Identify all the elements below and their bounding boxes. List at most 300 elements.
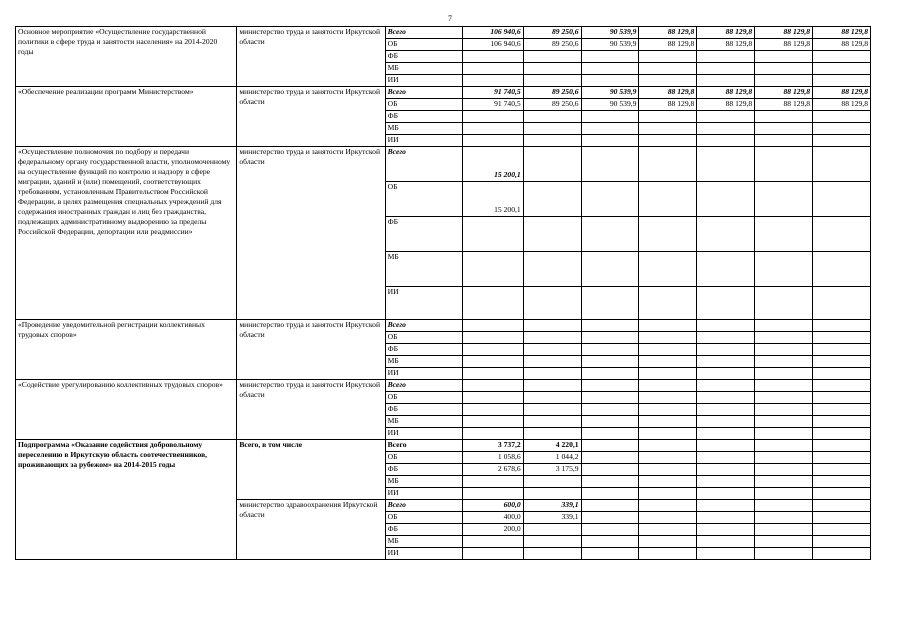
- amount-cell: [639, 287, 697, 320]
- amount-cell: [639, 135, 697, 147]
- amount-cell: [581, 75, 639, 87]
- amount-cell: [697, 452, 755, 464]
- amount-cell: [581, 332, 639, 344]
- amount-cell: [523, 536, 581, 548]
- source-label: ИИ: [385, 75, 462, 87]
- source-label: ФБ: [385, 344, 462, 356]
- amount-cell: [462, 428, 523, 440]
- source-label: МБ: [385, 252, 462, 287]
- amount-cell: [581, 488, 639, 500]
- amount-cell: [639, 356, 697, 368]
- amount-cell: [462, 320, 523, 332]
- amount-cell: [755, 380, 813, 392]
- page-number: 7: [448, 14, 452, 23]
- amount-cell: [523, 392, 581, 404]
- amount-cell: [639, 63, 697, 75]
- source-label: ОБ: [385, 182, 462, 217]
- amount-cell: 88 129,8: [697, 87, 755, 99]
- source-label: МБ: [385, 123, 462, 135]
- amount-cell: [462, 217, 523, 252]
- amount-cell: [813, 147, 871, 182]
- amount-cell: [462, 75, 523, 87]
- source-label: МБ: [385, 536, 462, 548]
- amount-cell: [755, 252, 813, 287]
- source-label: ОБ: [385, 392, 462, 404]
- source-label: ОБ: [385, 332, 462, 344]
- amount-cell: 15 200,1: [462, 147, 523, 182]
- amount-cell: [813, 287, 871, 320]
- amount-cell: [462, 380, 523, 392]
- activity-name: «Обеспечение реализации программ Министерством»: [16, 87, 237, 147]
- amount-cell: [755, 287, 813, 320]
- amount-cell: 106 940,6: [462, 27, 523, 39]
- amount-cell: [523, 548, 581, 560]
- amount-cell: 88 129,8: [639, 99, 697, 111]
- amount-cell: 88 129,8: [639, 27, 697, 39]
- amount-cell: [813, 488, 871, 500]
- amount-cell: 200,0: [462, 524, 523, 536]
- amount-cell: [697, 524, 755, 536]
- amount-cell: 88 129,8: [697, 99, 755, 111]
- amount-cell: 89 250,6: [523, 99, 581, 111]
- amount-cell: [697, 428, 755, 440]
- amount-cell: [813, 182, 871, 217]
- amount-cell: 106 940,6: [462, 39, 523, 51]
- amount-cell: 1 044,2: [523, 452, 581, 464]
- amount-cell: [462, 51, 523, 63]
- amount-cell: [813, 392, 871, 404]
- executor-name: министерство труда и занятости Иркутской области: [237, 87, 385, 147]
- amount-cell: [813, 476, 871, 488]
- amount-cell: 90 539,9: [581, 39, 639, 51]
- amount-cell: [639, 51, 697, 63]
- amount-cell: [813, 500, 871, 512]
- amount-cell: [523, 63, 581, 75]
- amount-cell: [581, 182, 639, 217]
- source-label: ОБ: [385, 452, 462, 464]
- amount-cell: [813, 135, 871, 147]
- amount-cell: [581, 111, 639, 123]
- amount-cell: [755, 320, 813, 332]
- amount-cell: [813, 217, 871, 252]
- amount-cell: [523, 182, 581, 217]
- amount-cell: [813, 416, 871, 428]
- source-label: МБ: [385, 63, 462, 75]
- amount-cell: [755, 392, 813, 404]
- table-row: [16, 87, 871, 99]
- amount-cell: [697, 476, 755, 488]
- amount-cell: [755, 536, 813, 548]
- amount-cell: [639, 147, 697, 182]
- amount-cell: [697, 63, 755, 75]
- amount-cell: [581, 512, 639, 524]
- amount-cell: [523, 368, 581, 380]
- amount-cell: [755, 524, 813, 536]
- amount-cell: 339,1: [523, 500, 581, 512]
- amount-cell: 89 250,6: [523, 87, 581, 99]
- amount-cell: 3 737,2: [462, 440, 523, 452]
- amount-cell: [813, 404, 871, 416]
- source-label: Всего: [385, 27, 462, 39]
- amount-cell: [755, 368, 813, 380]
- amount-cell: [523, 380, 581, 392]
- amount-cell: 88 129,8: [813, 99, 871, 111]
- amount-cell: [639, 217, 697, 252]
- amount-cell: [581, 476, 639, 488]
- amount-cell: [755, 404, 813, 416]
- amount-cell: [462, 392, 523, 404]
- amount-cell: [639, 404, 697, 416]
- amount-cell: [639, 440, 697, 452]
- amount-cell: [813, 252, 871, 287]
- source-label: ИИ: [385, 548, 462, 560]
- amount-cell: 88 129,8: [813, 87, 871, 99]
- table-row: [16, 380, 871, 392]
- amount-cell: [581, 380, 639, 392]
- amount-cell: [639, 452, 697, 464]
- amount-cell: [813, 524, 871, 536]
- amount-cell: [813, 440, 871, 452]
- amount-cell: 400,0: [462, 512, 523, 524]
- amount-cell: [813, 368, 871, 380]
- amount-cell: [639, 344, 697, 356]
- amount-cell: [639, 123, 697, 135]
- amount-cell: 3 175,9: [523, 464, 581, 476]
- amount-cell: [813, 75, 871, 87]
- amount-cell: [581, 217, 639, 252]
- amount-cell: 89 250,6: [523, 39, 581, 51]
- amount-cell: [813, 380, 871, 392]
- amount-cell: [462, 252, 523, 287]
- source-label: ФБ: [385, 524, 462, 536]
- amount-cell: 1 058,6: [462, 452, 523, 464]
- amount-cell: [755, 332, 813, 344]
- amount-cell: [462, 63, 523, 75]
- amount-cell: [813, 356, 871, 368]
- amount-cell: [523, 320, 581, 332]
- amount-cell: 88 129,8: [697, 39, 755, 51]
- source-label: ИИ: [385, 488, 462, 500]
- source-label: ИИ: [385, 135, 462, 147]
- amount-cell: [813, 123, 871, 135]
- table-row: [16, 27, 871, 39]
- amount-cell: [639, 320, 697, 332]
- amount-cell: [755, 63, 813, 75]
- executor-name: министерство труда и занятости Иркутской области: [237, 320, 385, 380]
- amount-cell: [639, 512, 697, 524]
- activity-name: «Содействие урегулированию коллективных трудовых споров»: [16, 380, 237, 440]
- budget-table: [15, 26, 871, 560]
- amount-cell: 88 129,8: [755, 39, 813, 51]
- amount-cell: [581, 500, 639, 512]
- amount-cell: [755, 452, 813, 464]
- amount-cell: [462, 332, 523, 344]
- amount-cell: [581, 147, 639, 182]
- amount-cell: [697, 252, 755, 287]
- amount-cell: [697, 536, 755, 548]
- amount-cell: [523, 344, 581, 356]
- amount-cell: 91 740,5: [462, 99, 523, 111]
- amount-cell: [462, 368, 523, 380]
- source-label: ОБ: [385, 99, 462, 111]
- amount-cell: [523, 488, 581, 500]
- source-label: Всего: [385, 147, 462, 182]
- amount-cell: [755, 123, 813, 135]
- amount-cell: [813, 320, 871, 332]
- amount-cell: [697, 147, 755, 182]
- amount-cell: [462, 123, 523, 135]
- amount-cell: [697, 135, 755, 147]
- amount-cell: [581, 440, 639, 452]
- amount-cell: [639, 536, 697, 548]
- amount-cell: [697, 332, 755, 344]
- amount-cell: [813, 512, 871, 524]
- amount-cell: [813, 548, 871, 560]
- amount-cell: [581, 63, 639, 75]
- amount-cell: [581, 536, 639, 548]
- amount-cell: [755, 217, 813, 252]
- table-row: [16, 440, 871, 452]
- amount-cell: [697, 344, 755, 356]
- amount-cell: [697, 512, 755, 524]
- amount-cell: [697, 287, 755, 320]
- amount-cell: [755, 440, 813, 452]
- amount-cell: [581, 252, 639, 287]
- amount-cell: [755, 135, 813, 147]
- source-label: ФБ: [385, 464, 462, 476]
- amount-cell: [813, 111, 871, 123]
- amount-cell: [581, 287, 639, 320]
- source-label: ОБ: [385, 39, 462, 51]
- amount-cell: [697, 488, 755, 500]
- amount-cell: [697, 500, 755, 512]
- amount-cell: [697, 392, 755, 404]
- amount-cell: [639, 252, 697, 287]
- amount-cell: [813, 428, 871, 440]
- amount-cell: [581, 135, 639, 147]
- amount-cell: [462, 488, 523, 500]
- amount-cell: [581, 404, 639, 416]
- amount-cell: [639, 488, 697, 500]
- amount-cell: [697, 368, 755, 380]
- source-label: ИИ: [385, 428, 462, 440]
- amount-cell: 4 220,1: [523, 440, 581, 452]
- amount-cell: [462, 356, 523, 368]
- amount-cell: [581, 464, 639, 476]
- source-label: Всего: [385, 380, 462, 392]
- amount-cell: [639, 75, 697, 87]
- amount-cell: 90 539,9: [581, 87, 639, 99]
- amount-cell: [523, 217, 581, 252]
- executor-name: министерство труда и занятости Иркутской области: [237, 27, 385, 87]
- amount-cell: [755, 356, 813, 368]
- amount-cell: [639, 548, 697, 560]
- table-row: [16, 320, 871, 332]
- amount-cell: 88 129,8: [755, 87, 813, 99]
- table-row: [16, 147, 871, 182]
- amount-cell: [462, 111, 523, 123]
- amount-cell: [697, 182, 755, 217]
- amount-cell: 600,0: [462, 500, 523, 512]
- amount-cell: [462, 135, 523, 147]
- activity-name: Основное мероприятие «Осуществление государственной политики в сфере труда и занятости населения» на 2014-2020 годы: [16, 27, 237, 87]
- amount-cell: 88 129,8: [697, 27, 755, 39]
- amount-cell: [639, 368, 697, 380]
- amount-cell: 88 129,8: [639, 39, 697, 51]
- amount-cell: [755, 488, 813, 500]
- amount-cell: [581, 548, 639, 560]
- source-label: ФБ: [385, 111, 462, 123]
- amount-cell: [755, 512, 813, 524]
- amount-cell: 88 129,8: [755, 99, 813, 111]
- amount-cell: [813, 332, 871, 344]
- amount-cell: [581, 51, 639, 63]
- amount-cell: [581, 428, 639, 440]
- amount-cell: 2 678,6: [462, 464, 523, 476]
- amount-cell: [523, 287, 581, 320]
- amount-cell: [697, 217, 755, 252]
- amount-cell: [813, 464, 871, 476]
- executor-total: Всего, в том числе: [237, 440, 385, 500]
- amount-cell: [462, 416, 523, 428]
- source-label: ФБ: [385, 217, 462, 252]
- amount-cell: [755, 75, 813, 87]
- amount-cell: 90 539,9: [581, 27, 639, 39]
- amount-cell: 89 250,6: [523, 27, 581, 39]
- amount-cell: [462, 536, 523, 548]
- amount-cell: [813, 63, 871, 75]
- amount-cell: [639, 332, 697, 344]
- amount-cell: [581, 123, 639, 135]
- amount-cell: [523, 123, 581, 135]
- amount-cell: [523, 428, 581, 440]
- amount-cell: [697, 123, 755, 135]
- source-label: ОБ: [385, 512, 462, 524]
- amount-cell: [697, 440, 755, 452]
- amount-cell: [581, 452, 639, 464]
- amount-cell: [697, 75, 755, 87]
- amount-cell: [581, 524, 639, 536]
- amount-cell: [813, 344, 871, 356]
- amount-cell: 88 129,8: [813, 39, 871, 51]
- amount-cell: [523, 51, 581, 63]
- source-label: ФБ: [385, 51, 462, 63]
- amount-cell: [697, 111, 755, 123]
- amount-cell: [755, 147, 813, 182]
- amount-cell: 88 129,8: [639, 87, 697, 99]
- amount-cell: [697, 548, 755, 560]
- amount-cell: 91 740,5: [462, 87, 523, 99]
- activity-name: «Проведение уведомительной регистрации коллективных трудовых споров»: [16, 320, 237, 380]
- amount-cell: [523, 252, 581, 287]
- amount-cell: 339,1: [523, 512, 581, 524]
- amount-cell: 15 200,1: [462, 182, 523, 217]
- amount-cell: [581, 344, 639, 356]
- amount-cell: [639, 392, 697, 404]
- amount-cell: [523, 416, 581, 428]
- amount-cell: [462, 344, 523, 356]
- amount-cell: 88 129,8: [813, 27, 871, 39]
- source-label: Всего: [385, 87, 462, 99]
- amount-cell: [755, 548, 813, 560]
- amount-cell: [462, 287, 523, 320]
- amount-cell: [581, 368, 639, 380]
- amount-cell: [639, 182, 697, 217]
- amount-cell: [639, 380, 697, 392]
- amount-cell: [523, 524, 581, 536]
- amount-cell: [462, 476, 523, 488]
- executor-name: министерство труда и занятости Иркутской области: [237, 147, 385, 320]
- amount-cell: [813, 51, 871, 63]
- amount-cell: [523, 356, 581, 368]
- amount-cell: [581, 320, 639, 332]
- amount-cell: [523, 111, 581, 123]
- amount-cell: [697, 380, 755, 392]
- amount-cell: [462, 548, 523, 560]
- amount-cell: 88 129,8: [755, 27, 813, 39]
- amount-cell: [639, 428, 697, 440]
- executor-name: министерство труда и занятости Иркутской области: [237, 380, 385, 440]
- amount-cell: [813, 452, 871, 464]
- amount-cell: [639, 111, 697, 123]
- amount-cell: [813, 536, 871, 548]
- amount-cell: [523, 332, 581, 344]
- amount-cell: [697, 416, 755, 428]
- subprogram-name: Подпрограмма «Оказание содействия добровольному переселению в Иркутскую область соотечественников, проживающих за рубежом» на 2014-2015 годы: [16, 440, 237, 560]
- source-label: ФБ: [385, 404, 462, 416]
- amount-cell: [697, 51, 755, 63]
- amount-cell: [697, 404, 755, 416]
- source-label: МБ: [385, 476, 462, 488]
- activity-name: «Осуществление полномочия по подбору и передачи федеральному органу государственной власти, уполномоченному на осуществление функций по контролю и надзору в сфере миграции, зданий и (или) помещений, соответствующих требованиям, установленным Правительством Российской Федерации, в целях размещения специальных учреждений для содержания иностранных граждан и лиц без гражданства, подлежащих административному выдворению за пределы Российской Федерации, депортации или реадмиссии»: [16, 147, 237, 320]
- amount-cell: [697, 356, 755, 368]
- amount-cell: [523, 404, 581, 416]
- amount-cell: [523, 147, 581, 182]
- amount-cell: [639, 416, 697, 428]
- amount-cell: [462, 404, 523, 416]
- amount-cell: [581, 392, 639, 404]
- amount-cell: [523, 476, 581, 488]
- amount-cell: [639, 500, 697, 512]
- amount-cell: [755, 416, 813, 428]
- amount-cell: [697, 464, 755, 476]
- amount-cell: [755, 464, 813, 476]
- source-label: МБ: [385, 356, 462, 368]
- amount-cell: 90 539,9: [581, 99, 639, 111]
- amount-cell: [639, 464, 697, 476]
- amount-cell: [755, 476, 813, 488]
- source-label: ИИ: [385, 287, 462, 320]
- amount-cell: [523, 75, 581, 87]
- amount-cell: [755, 344, 813, 356]
- executor-name: министерство здравоохранения Иркутской области: [237, 500, 385, 560]
- amount-cell: [639, 524, 697, 536]
- amount-cell: [581, 356, 639, 368]
- amount-cell: [755, 182, 813, 217]
- amount-cell: [755, 111, 813, 123]
- amount-cell: [697, 320, 755, 332]
- source-label: МБ: [385, 416, 462, 428]
- amount-cell: [581, 416, 639, 428]
- amount-cell: [755, 428, 813, 440]
- source-label: Всего: [385, 500, 462, 512]
- amount-cell: [755, 51, 813, 63]
- source-label: Всего: [385, 320, 462, 332]
- amount-cell: [639, 476, 697, 488]
- source-label: ИИ: [385, 368, 462, 380]
- amount-cell: [755, 500, 813, 512]
- source-label: Всего: [385, 440, 462, 452]
